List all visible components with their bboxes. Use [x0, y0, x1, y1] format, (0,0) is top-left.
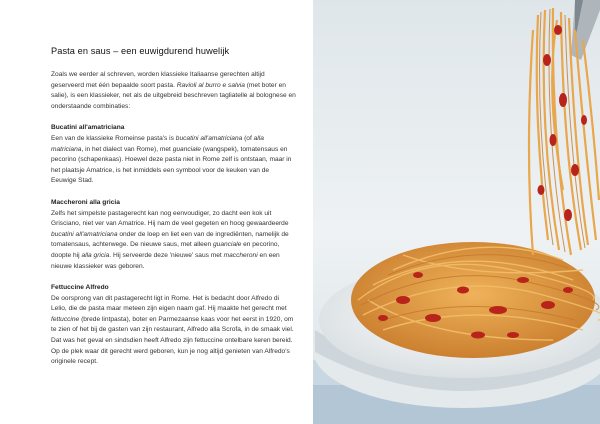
text-run: Zelfs het simpelste pastagerecht kan nog eenvoudiger, zo dacht een kok uit Grisciano, niet ver van Amatrice. Hij nam de veel gegeten en hoog gewaardeerde — [51, 209, 289, 228]
italic-text: guanciale — [213, 241, 242, 249]
text-run: Zoals we eerder al schreven, worden klassieke Italiaanse gerechten altijd geserveerd met één bepaalde soort pasta. — [51, 71, 265, 89]
text-run: De oorsprong van dit pastagerecht ligt in Rome. Het is bedacht door Alfredo di Lelio, die de pasta maar meteen zijn eigen naam gaf. Hij maakte het gerecht met — [51, 294, 287, 313]
intro-paragraph — [51, 70, 296, 112]
section-gricia — [51, 198, 296, 272]
text-run: (of — [242, 134, 254, 142]
text-run: (brede lintpasta), boter en Parmezaanse kaas voor het eerst in 1920, om te zien of het bij de gasten van zijn restaurant, Alfredo alla Scrofa, in de smaak viel. Dat was het geval en sindsdien heeft Alfredo zijn fettuccine ontelbare keren bereid. Op de plek waar dit gerecht werd geboren, kun je nog altijd genieten van Alfredo's originele recept. — [51, 315, 294, 366]
section-heading: Maccheroni alla gricia — [51, 198, 120, 206]
italic-text: alla gricia — [81, 251, 110, 259]
text-run: , in het dialect van Rome), met — [81, 145, 173, 153]
text-run: (wangspek), tomatensaus en pecorino (schapenkaas). Hoewel deze pasta niet in Rome zelf is ontstaan, maar in het plaatsje Amatrice, is het inmiddels een symbool voor de keuken van de Eeuwige Stad. — [51, 145, 292, 185]
spaghetti-photo — [313, 0, 600, 424]
section-heading: Fettuccine Alfredo — [51, 284, 109, 292]
text-run: onder de loep en liet een van de ingrediënten, namelijk de tomatensaus, achterwege. De nieuwe saus, met alleen — [51, 230, 289, 249]
text-run: en pecorino, doopte hij — [51, 241, 280, 259]
italic-text: Ravioli al burro e salvia — [176, 81, 245, 89]
italic-text: fettuccine — [51, 315, 80, 323]
section-body — [51, 135, 291, 184]
italic-text: guanciale — [172, 145, 201, 153]
article — [51, 46, 296, 379]
page-title: Pasta en saus – een euwigdurend huwelijk — [51, 46, 230, 56]
section-alfredo — [51, 283, 296, 368]
text-run: en een nieuwe klassieker was geboren. — [51, 251, 280, 270]
section-bucatini — [51, 123, 296, 187]
text-run: (met boter en salie), is een klassieker, net als de uitgebreid beschreven tagliatelle al bolognese en onderstaande combinaties: — [51, 81, 296, 110]
section-heading: Bucatini all'amatriciana — [51, 124, 125, 132]
text-run: Een van de klassieke Romeinse pasta's is — [51, 134, 176, 142]
italic-text: maccheroni — [223, 251, 258, 259]
text-run: . Hij serveerde deze 'nieuwe' saus met — [109, 251, 224, 259]
spaghetti-image — [313, 0, 600, 424]
italic-text: bucatini all'amatriciana — [51, 230, 118, 238]
italic-text: alla matriciana — [51, 134, 264, 153]
section-body — [51, 210, 289, 270]
italic-text: bucatini all'amatriciana — [175, 134, 243, 142]
section-body — [51, 295, 294, 366]
